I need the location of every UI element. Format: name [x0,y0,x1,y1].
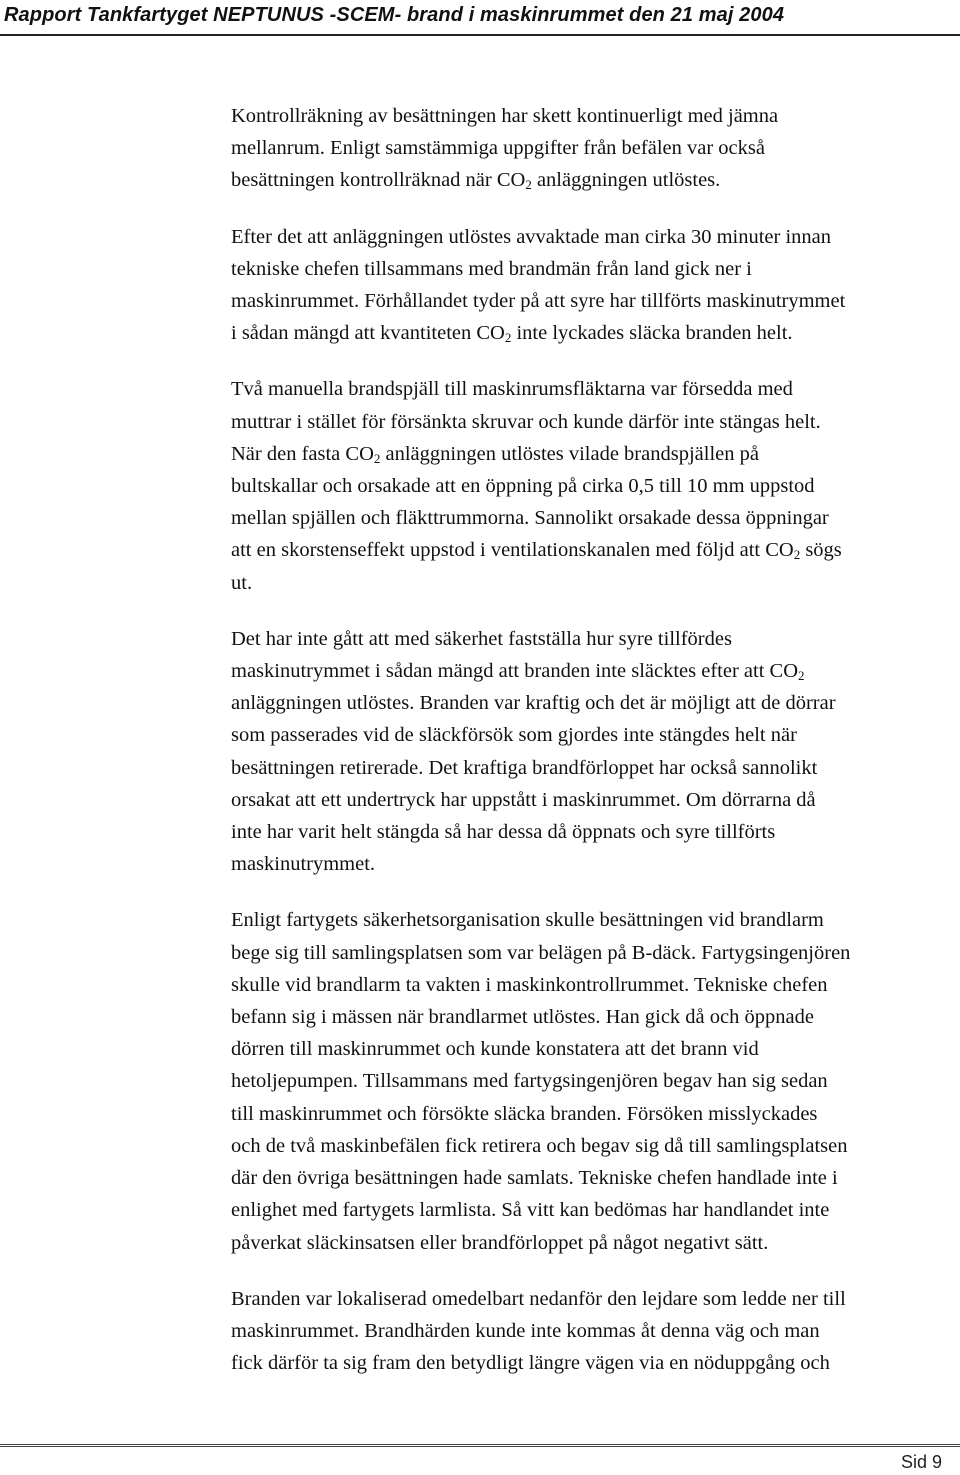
text-line: Det har inte gått att med säkerhet fastställa hur syre tillfördes [231,627,732,650]
paragraph [231,904,953,1258]
text-segment: inte lyckades släcka branden helt. [511,322,793,345]
text-line: dörren till maskinrummet och kunde konstatera att det brann vid [231,1038,759,1061]
text-line [231,164,953,196]
chemical-subscript: 2 [798,668,805,684]
chemical-subscript: 2 [793,547,801,563]
text-line [231,438,953,470]
text-line: och de två maskinbefälen fick retirera och begav sig då till samlingsplatsen [231,1134,848,1157]
paragraph [231,373,953,598]
text-line: mellanrum. Enligt samstämmiga uppgifter från befälen var också [231,137,765,160]
chemical-subscript: 2 [504,330,512,346]
header-rule [0,34,960,36]
text-line: maskinutrymmet. [231,853,376,876]
text-line: muttrar i stället för försänkta skruvar och kunde därför inte stängas helt. [231,410,821,433]
chemical-subscript: 2 [525,177,532,193]
page-header [0,0,960,38]
text-line: maskinrummet. Förhållandet tyder på att syre har tillförts maskinutrymmet [231,290,846,313]
text-line: Två manuella brandspjäll till maskinrumsfläktarna var försedda med [231,378,793,401]
text-line: Branden var lokaliserad omedelbart nedanför den lejdare som ledde ner till [231,1287,846,1310]
text-line: maskinrummet. Brandhärden kunde inte kommas åt denna väg och man [231,1319,820,1342]
text-line: hetoljepumpen. Tillsammans med fartygsingenjören begav han sig sedan [231,1070,828,1093]
text-line: påverkat släckinsatsen eller brandförloppet på något negativt sätt. [231,1231,769,1254]
text-line [231,655,953,687]
paragraph [231,221,953,350]
text-line: skulle vid brandlarm ta vakten i maskinkontrollrummet. Tekniske chefen [231,973,828,996]
text-segment: När den fasta CO [231,442,374,465]
text-segment: besättningen kontrollräknad när CO [231,169,526,192]
text-line: orsakat att ett undertryck har uppstått i maskinrummet. Om dörrarna då [231,788,816,811]
report-title: Rapport Tankfartyget NEPTUNUS -SCEM- brand i maskinrummet den 21 maj 2004 [4,4,785,26]
text-segment: sögs [800,539,842,562]
text-line [231,317,953,349]
text-segment: anläggningen utlöstes. [531,169,721,192]
text-segment: i sådan mängd att kvantiteten CO [231,322,505,345]
paragraph [231,100,953,197]
text-line: besättningen retirerade. Det kraftiga brandförloppet har också sannolikt [231,756,818,779]
text-line: Efter det att anläggningen utlöstes avvaktade man cirka 30 minuter innan [231,225,831,248]
text-line: mellan spjällen och fläkttrummorna. Sannolikt orsakade dessa öppningar [231,507,829,530]
text-line: fick därför ta sig fram den betydligt längre vägen via en nöduppgång och [231,1352,830,1375]
text-line: befann sig i mässen när brandlarmet utlöstes. Han gick då och öppnade [231,1006,814,1029]
text-line: till maskinrummet och försökte släcka branden. Försöken misslyckades [231,1102,818,1125]
text-line: bultskallar och orsakade att en öppning på cirka 0,5 till 10 mm uppstod [231,475,815,498]
chemical-subscript: 2 [373,450,381,466]
paragraph [231,1283,953,1380]
text-line: ut. [231,571,253,594]
text-line [231,534,953,566]
text-line: bege sig till samlingsplatsen som var belägen på B-däck. Fartygsingenjören [231,941,851,964]
text-line: som passerades vid de släckförsök som gjordes inte stängdes helt när [231,724,797,747]
footer-rule [0,1444,960,1447]
text-segment: att en skorstenseffekt uppstod i ventilationskanalen med följd att CO [231,539,794,562]
text-line: anläggningen utlöstes. Branden var kraftig och det är möjligt att de dörrar [231,692,836,715]
text-line: inte har varit helt stängda så har dessa då öppnats och syre tillförts [231,821,776,844]
text-line: Enligt fartygets säkerhetsorganisation skulle besättningen vid brandlarm [231,909,824,932]
text-line: enlighet med fartygets larmlista. Så vitt kan bedömas har handlandet inte [231,1199,830,1222]
page-number: Sid 9 [900,1452,942,1472]
paragraph [231,623,953,881]
document-body [231,100,953,1379]
text-segment: maskinutrymmet i sådan mängd att branden inte släcktes efter att CO [231,660,799,683]
text-line: tekniske chefen tillsammans med brandmän från land gick ner i [231,257,752,280]
text-line: där den övriga besättningen hade samlats. Tekniske chefen handlade inte i [231,1167,838,1190]
text-segment: anläggningen utlöstes vilade brandspjällen på [380,442,759,465]
text-line: Kontrollräkning av besättningen har skett kontinuerligt med jämna [231,105,779,127]
